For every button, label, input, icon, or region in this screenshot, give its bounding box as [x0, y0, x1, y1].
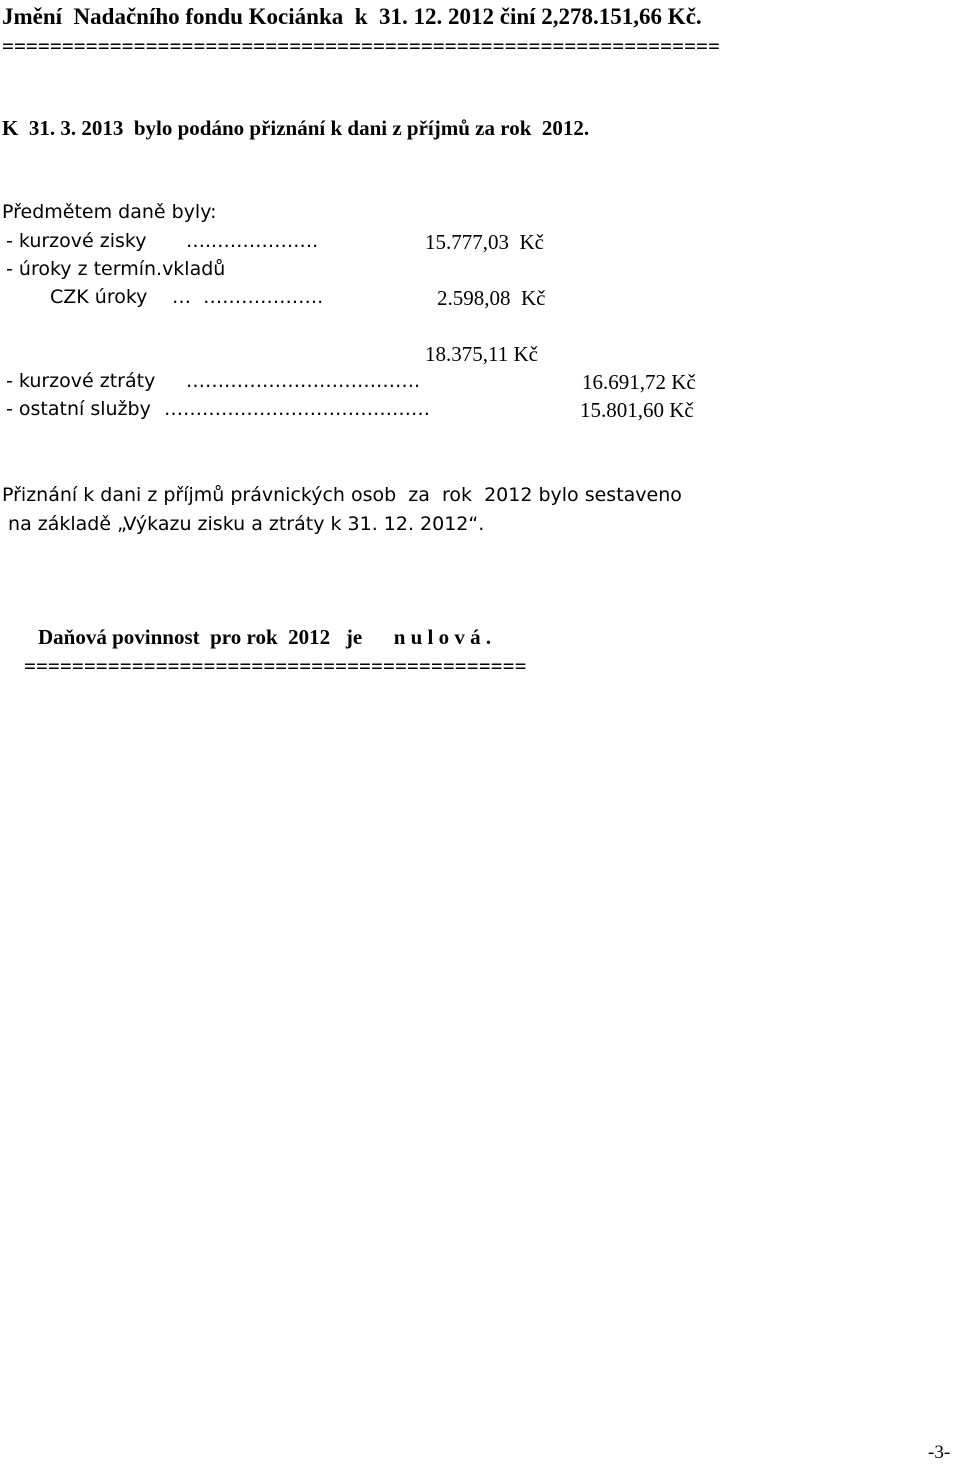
- conclusion-rule: ==========================================: [24, 654, 527, 678]
- deduction-item-leader: ……………………………………: [164, 398, 430, 420]
- deduction-item-amount: 16.691,72 Kč: [582, 370, 696, 394]
- filing-statement: K 31. 3. 2013 bylo podáno přiznání k dani z příjmů za rok 2012.: [2, 116, 590, 140]
- statement-line: na základě „Výkazu zisku a ztráty k 31. 12. 2012“.: [2, 513, 485, 535]
- income-subtotal: 18.375,11 Kč: [425, 342, 538, 366]
- income-item-leader: … ……………….: [172, 286, 324, 308]
- deduction-item-leader: ……………………………….: [186, 370, 421, 392]
- income-item-amount: 2.598,08 Kč: [437, 286, 546, 310]
- income-item-label: - kurzové zisky: [6, 230, 147, 252]
- tax-subject-intro: Předmětem daně byly:: [2, 201, 217, 223]
- deduction-item-label: - kurzové ztráty: [6, 370, 156, 392]
- page-number: -3-: [928, 1442, 951, 1463]
- title-rule: ============================================================: [2, 34, 720, 58]
- deduction-item-label: - ostatní služby: [6, 398, 151, 420]
- deduction-item-amount: 15.801,60 Kč: [580, 398, 694, 422]
- income-item-leader: …..…………….: [186, 230, 319, 252]
- tax-liability-conclusion: Daňová povinnost pro rok 2012 je n u l o v á .: [38, 625, 492, 649]
- statement-line: Přiznání k dani z příjmů právnických osob za rok 2012 bylo sestaveno: [2, 484, 682, 506]
- income-item-label: CZK úroky: [50, 286, 148, 308]
- income-item-label: - úroky z termín.vkladů: [6, 258, 226, 280]
- income-item-amount: 15.777,03 Kč: [425, 230, 544, 254]
- document-title: Jmění Nadačního fondu Kociánka k 31. 12. 2012 činí 2,278.151,66 Kč.: [2, 4, 702, 29]
